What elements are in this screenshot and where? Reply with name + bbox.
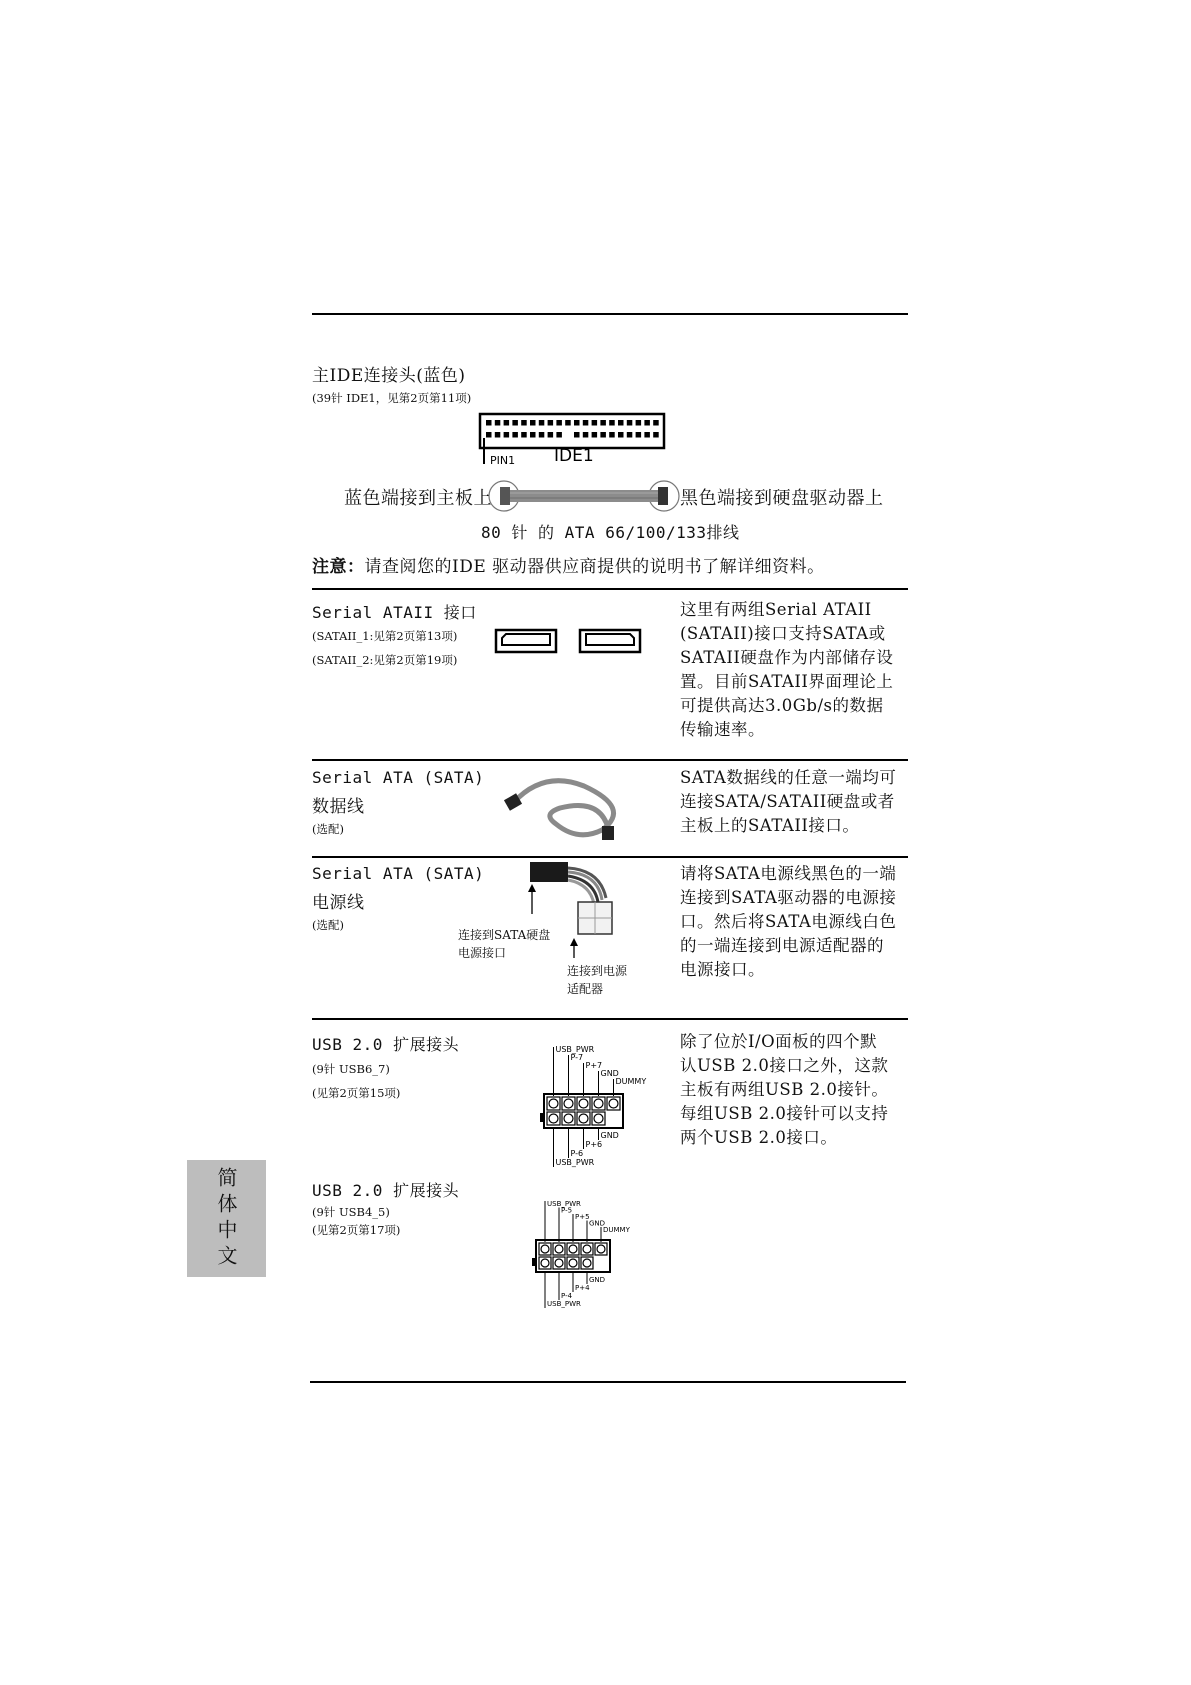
ide-cable-image	[488, 478, 680, 514]
desc-line: SATAII硬盘作为内部储存设	[680, 648, 894, 667]
usb-pin-label: P-5	[561, 1206, 573, 1215]
usb-pin-label: USB_PWR	[555, 1158, 595, 1167]
ide-cable-caption: 80 针 的 ATA 66/100/133排线	[481, 523, 740, 542]
ide-pin	[486, 420, 492, 426]
desc-line: SATA数据线的任意一端均可	[680, 768, 897, 787]
ide-pin	[548, 420, 554, 426]
desc-line: 电源接口。	[680, 960, 765, 979]
desc-line: 两个USB 2.0接口。	[680, 1128, 838, 1147]
ide-pin	[512, 420, 518, 426]
usb45-sub-1: (9针 USB4_5)	[312, 1205, 390, 1219]
pin1-marker	[532, 1258, 535, 1266]
sata-desc	[680, 598, 910, 742]
ide-pin	[521, 420, 527, 426]
usb-pin-label: DUMMY	[615, 1077, 647, 1086]
sata-power-title-2: 电源线	[312, 893, 365, 913]
ide-pin	[539, 432, 545, 438]
ide-pin	[486, 432, 492, 438]
usb45-pin-diagram	[520, 1194, 630, 1306]
sata-sub-2: (SATAII_2:见第2页第19项)	[312, 653, 458, 667]
usb-pin-label: GND	[589, 1276, 606, 1284]
sata-cable-desc	[680, 766, 910, 838]
sata-cable-title: Serial ATA (SATA)	[312, 768, 485, 787]
ide-pin	[600, 432, 606, 438]
ide-pin	[504, 420, 510, 426]
usb-pin-label: GND	[600, 1069, 619, 1078]
usb45-title: USB 2.0 扩展接头	[312, 1181, 460, 1200]
ide-pin	[636, 420, 642, 426]
desc-line: 每组USB 2.0接针可以支持	[680, 1104, 889, 1123]
ide-pin	[644, 420, 650, 426]
sata-data-cable-image	[504, 772, 644, 842]
ide-pin	[574, 420, 580, 426]
sata-title: Serial ATAII 接口	[312, 603, 477, 622]
desc-line: 主板上的SATAII接口。	[680, 816, 860, 835]
ide-pin	[539, 420, 545, 426]
sata-cable-sub: (选配)	[312, 822, 344, 836]
ide-pin	[609, 432, 615, 438]
ide-title: 主IDE连接头(蓝色)	[312, 366, 466, 386]
usb-pin-label: GND	[600, 1131, 619, 1140]
usb-pin-label: P+5	[575, 1213, 590, 1221]
desc-line: 连接到SATA驱动器的电源接	[680, 888, 897, 907]
divider-1	[312, 588, 908, 590]
power-callout-1	[458, 926, 550, 962]
divider-4	[312, 1018, 908, 1020]
desc-line: (SATAII)接口支持SATA或	[680, 624, 886, 643]
callout-line: 电源接口	[458, 946, 507, 960]
usb67-sub-1: (9针 USB6_7)	[312, 1062, 390, 1076]
ide-pin	[653, 432, 659, 438]
ide-pin	[583, 432, 589, 438]
sata-power-title: Serial ATA (SATA)	[312, 864, 485, 883]
ide-pin	[592, 432, 598, 438]
usb-desc	[680, 1030, 910, 1150]
ide-pin	[574, 432, 580, 438]
ide-connector-diagram	[478, 412, 668, 468]
sata-power-desc	[680, 862, 910, 982]
ide-subtitle: (39针 IDE1，见第2页第11项)	[312, 391, 472, 405]
usb-pin-label: P-4	[561, 1292, 573, 1300]
usb-pin-label: P+4	[575, 1284, 590, 1292]
ide-pin	[521, 432, 527, 438]
usb-pin-label: USB_PWR	[547, 1200, 581, 1208]
usb45-sub-2: (见第2页第17项)	[312, 1223, 401, 1237]
ide-pin	[583, 420, 589, 426]
ide-pin	[600, 420, 606, 426]
divider-2	[312, 759, 908, 761]
usb-pin-label: P+6	[585, 1140, 603, 1149]
callout-line: 连接到电源	[567, 964, 628, 978]
ide-right-caption: 黑色端接到硬盘驱动器上	[680, 488, 884, 509]
desc-line: 置。目前SATAII界面理论上	[680, 672, 894, 691]
desc-line: 认USB 2.0接口之外，这款	[680, 1056, 889, 1075]
power-callout-2	[567, 962, 627, 998]
desc-line: 口。然后将SATA电源线白色	[680, 912, 897, 931]
desc-line: 可提供高达3.0Gb/s的数据	[680, 696, 884, 715]
note-prefix: 注意：	[312, 557, 365, 577]
usb-pin-label: P-6	[570, 1149, 584, 1158]
note-text: 请查阅您的IDE 驱动器供应商提供的说明书了解详细资料。	[364, 557, 825, 577]
ide-pin	[627, 420, 633, 426]
ide-pin	[565, 420, 571, 426]
language-side-tab	[187, 1160, 266, 1277]
usb-pin-label: DUMMY	[603, 1226, 630, 1234]
sata-power-sub: (选配)	[312, 918, 344, 932]
ide-pin	[530, 420, 536, 426]
usb67-pin-diagram	[528, 1036, 647, 1168]
ide-pin	[609, 420, 615, 426]
desc-line: 请将SATA电源线黑色的一端	[680, 864, 897, 883]
ide-pin	[618, 432, 624, 438]
desc-line: 传输速率。	[680, 720, 765, 739]
ide-pin	[556, 432, 562, 438]
desc-line: 连接SATA/SATAII硬盘或者	[680, 792, 895, 811]
ide-pin	[512, 432, 518, 438]
header-rule	[312, 313, 908, 315]
ide-pin	[592, 420, 598, 426]
ide-pin	[627, 432, 633, 438]
ide-pin	[653, 420, 659, 426]
sata-cable-title-2: 数据线	[312, 797, 365, 817]
ide-connector-label: IDE1	[554, 446, 594, 466]
ide-pin	[618, 420, 624, 426]
usb-pin-label: USB_PWR	[547, 1300, 581, 1308]
ide-pin	[644, 432, 650, 438]
usb-pin-label: GND	[589, 1219, 606, 1228]
ide-pin	[636, 432, 642, 438]
callout-line: 适配器	[567, 982, 604, 996]
usb-pin-label: P+7	[585, 1061, 603, 1070]
ide-pin	[495, 420, 501, 426]
desc-line: 除了位於I/O面板的四个默	[680, 1032, 878, 1051]
desc-line: 主板有两组USB 2.0接针。	[680, 1080, 889, 1099]
usb67-sub-2: (见第2页第15项)	[312, 1086, 401, 1100]
usb67-title: USB 2.0 扩展接头	[312, 1035, 460, 1054]
ide-pin	[548, 432, 554, 438]
desc-line: 这里有两组Serial ATAII	[680, 600, 872, 619]
usb-pin-label: P-7	[570, 1053, 584, 1062]
desc-line: 的一端连接到电源适配器的	[680, 936, 884, 955]
ide-pin1-label: PIN1	[490, 454, 516, 467]
callout-line: 连接到SATA硬盘	[458, 928, 551, 942]
ide-note	[312, 552, 825, 577]
ide-left-caption: 蓝色端接到主板上	[344, 488, 492, 509]
pin1-marker	[540, 1113, 543, 1122]
ide-pin	[504, 432, 510, 438]
ide-pin	[495, 432, 501, 438]
ide-pin	[530, 432, 536, 438]
footer-rule	[310, 1381, 906, 1383]
usb-pin-label: USB_PWR	[555, 1045, 595, 1054]
ide-pin	[556, 420, 562, 426]
sata-connector-diagram	[494, 628, 644, 656]
sata-sub-1: (SATAII_1:见第2页第13项)	[312, 629, 458, 643]
side-tab-label: 简体中文	[214, 1166, 238, 1271]
